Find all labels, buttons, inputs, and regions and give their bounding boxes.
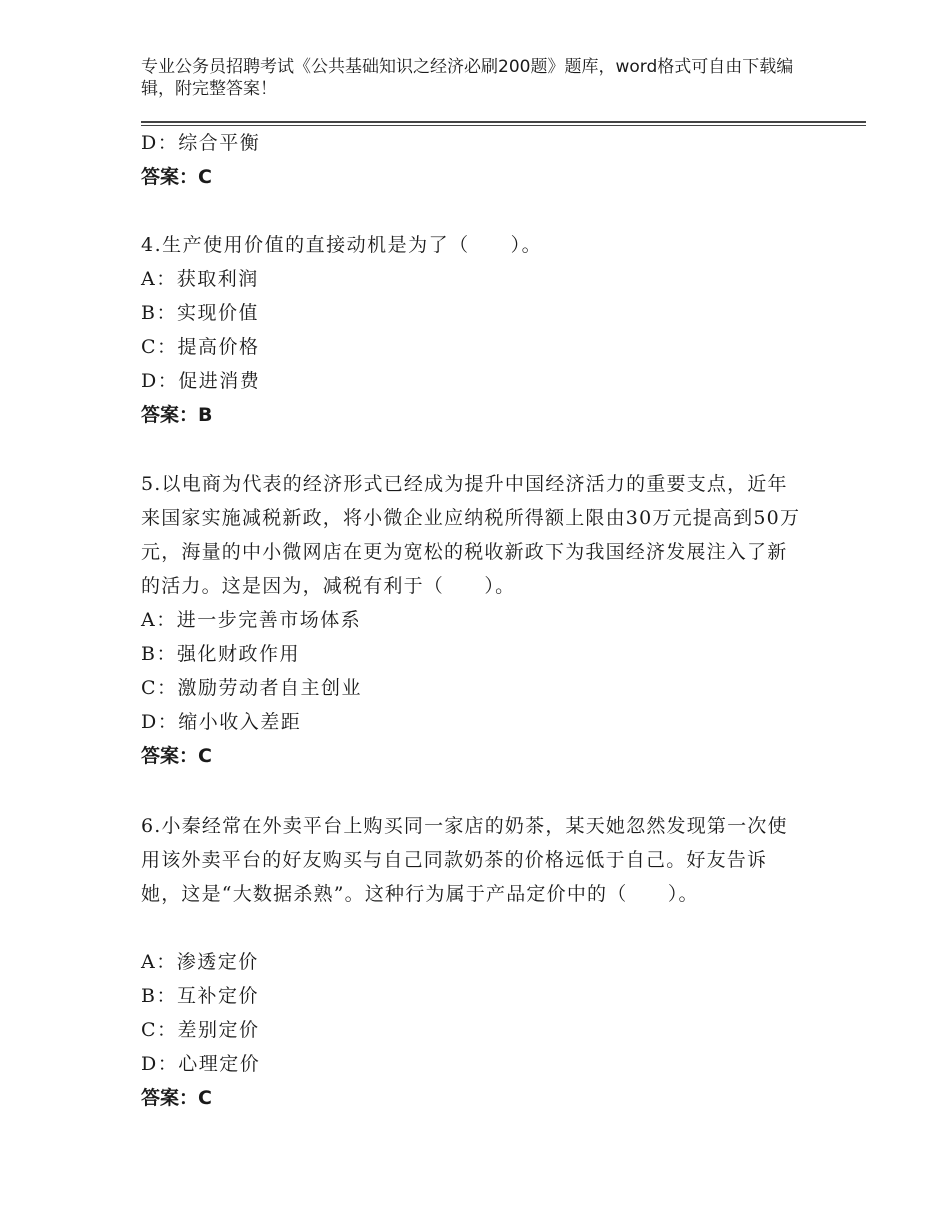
q6-option-d: D：心理定价 xyxy=(141,1053,261,1075)
q3-answer: 答案：C xyxy=(141,166,212,188)
q4-option-d: D：促进消费 xyxy=(141,370,261,392)
q6-option-c: C：差别定价 xyxy=(141,1019,260,1041)
q4-option-b: B：实现价值 xyxy=(141,302,259,324)
q4-stem: 4.生产使用价值的直接动机是为了（ ）。 xyxy=(141,234,543,256)
q5-stem: 5.以电商为代表的经济形式已经成为提升中国经济活力的重要支点，近年来国家实施减税新政，将小微企业应纳税所得额上限由30万元提高到50万元，海量的中小微网店在更为宽松的税收新政下为我国经济发展注入了新的活力。这是因为，减税有利于（ ）。 xyxy=(141,473,801,597)
q4-answer: 答案：B xyxy=(141,404,213,426)
q6-stem: 6.小秦经常在外卖平台上购买同一家店的奶茶，某天她忽然发现第一次使用该外卖平台的好友购买与自己同款奶茶的价格远低于自己。好友告诉她，这是“大数据杀熟”。这种行为属于产品定价中的（ ）。 xyxy=(141,815,788,905)
q5-option-a: A：进一步完善市场体系 xyxy=(141,609,362,631)
q5-option-d: D：缩小收入差距 xyxy=(141,711,302,733)
q5-option-b: B：强化财政作用 xyxy=(141,643,300,665)
q6-option-a: A：渗透定价 xyxy=(141,951,259,973)
q5-answer: 答案：C xyxy=(141,745,212,767)
q4-option-c: C：提高价格 xyxy=(141,336,260,358)
q3-option-d: D：综合平衡 xyxy=(141,132,261,154)
q6-answer: 答案：C xyxy=(141,1087,212,1109)
document-header: 专业公务员招聘考试《公共基础知识之经济必刷200题》题库，word格式可自由下载编辑，附完整答案！ xyxy=(141,57,794,99)
q4-option-a: A：获取利润 xyxy=(141,268,259,290)
q6-option-b: B：互补定价 xyxy=(141,985,259,1007)
q5-option-c: C：激励劳动者自主创业 xyxy=(141,677,363,699)
